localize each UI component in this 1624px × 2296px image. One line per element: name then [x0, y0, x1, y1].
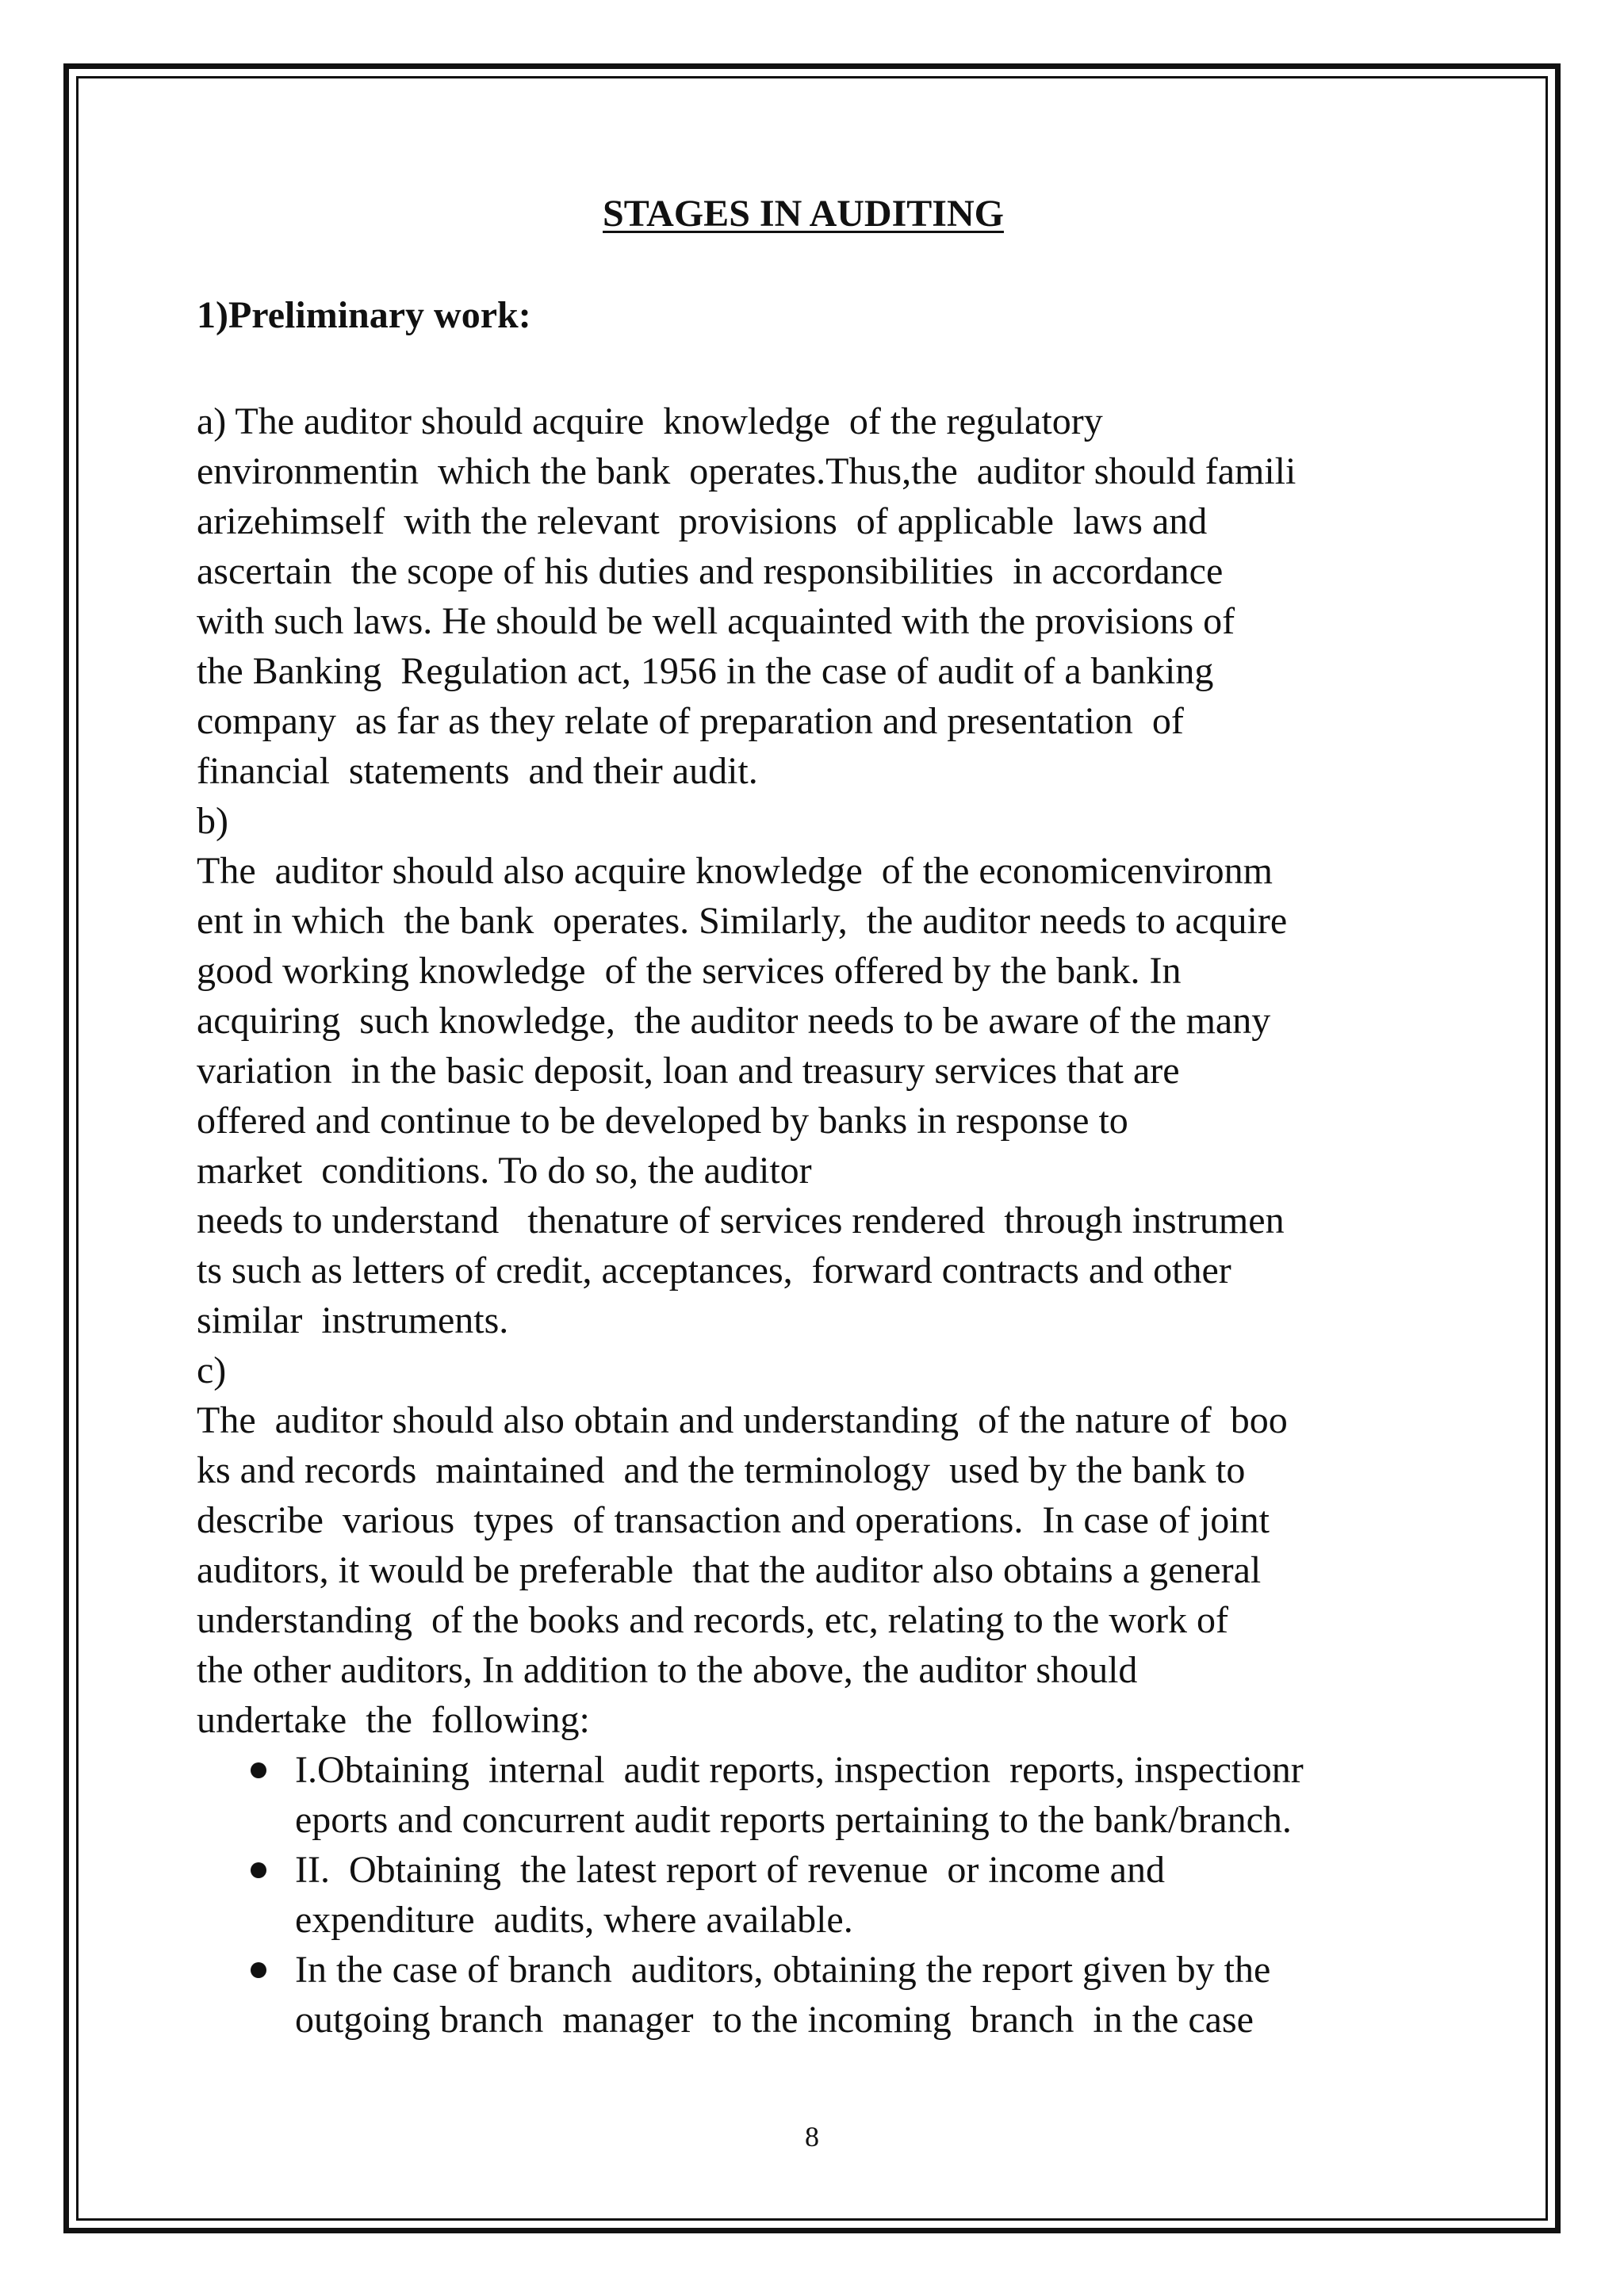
- text-line: offered and continue to be developed by banks in response to: [197, 1100, 1128, 1142]
- text-line: ent in which the bank operates. Similarly, the auditor needs to acquire: [197, 900, 1288, 942]
- text-line: variation in the basic deposit, loan and treasury services that are: [197, 1050, 1180, 1092]
- text-line: the Banking Regulation act, 1956 in the case of audit of a banking: [197, 650, 1214, 692]
- text-line: environmentin which the bank operates.Thus,the auditor should famili: [197, 450, 1297, 492]
- text-line: auditors, it would be preferable that the auditor also obtains a general: [197, 1549, 1262, 1591]
- text-line: market conditions. To do so, the auditor: [197, 1150, 812, 1192]
- paragraph-a: [197, 396, 1465, 796]
- text-line: a) The auditor should acquire knowledge of the regulatory: [197, 400, 1103, 442]
- bullet-icon: [251, 1962, 266, 1978]
- text-line: In the case of branch auditors, obtaining the report given by the: [295, 1949, 1271, 1991]
- bullet-list: [197, 1745, 1465, 2045]
- list-item: [197, 1745, 1465, 1845]
- text-line: I.Obtaining internal audit reports, inspection reports, inspectionr: [295, 1749, 1304, 1791]
- text-line: similar instruments.: [197, 1299, 509, 1341]
- list-item: [197, 1845, 1465, 1945]
- paragraph-label-b: b): [197, 800, 228, 842]
- text-line: ks and records maintained and the terminology used by the bank to: [197, 1449, 1246, 1491]
- text-line: the other auditors, In addition to the above, the auditor should: [197, 1649, 1138, 1691]
- paragraph-label-c: c): [197, 1349, 227, 1391]
- text-line: financial statements and their audit.: [197, 750, 758, 792]
- text-line: undertake the following:: [197, 1699, 590, 1741]
- text-line: with such laws. He should be well acquainted with the provisions of: [197, 600, 1235, 642]
- text-line: outgoing branch manager to the incoming branch in the case: [295, 1999, 1254, 2041]
- text-line: eports and concurrent audit reports pertaining to the bank/branch.: [295, 1799, 1292, 1841]
- text-line: ts such as letters of credit, acceptances, forward contracts and other: [197, 1249, 1231, 1292]
- text-line: ascertain the scope of his duties and responsibilities in accordance: [197, 550, 1224, 592]
- paragraph-b: [197, 846, 1465, 1345]
- paragraph-c: [197, 1395, 1465, 1745]
- text-line: II. Obtaining the latest report of revenue or income and: [295, 1849, 1165, 1891]
- text-line: arizehimself with the relevant provisions of applicable laws and: [197, 500, 1208, 542]
- text-line: The auditor should also acquire knowledge of the economicenvironm: [197, 850, 1273, 892]
- text-line: acquiring such knowledge, the auditor needs to be aware of the many: [197, 1000, 1271, 1042]
- text-line: company as far as they relate of preparation and presentation of: [197, 700, 1184, 742]
- bullet-icon: [251, 1862, 266, 1878]
- body-text: [197, 396, 1465, 2045]
- list-item: [197, 1945, 1465, 2045]
- text-line: understanding of the books and records, etc, relating to the work of: [197, 1599, 1228, 1641]
- section-heading: 1)Preliminary work:: [197, 294, 531, 336]
- text-line: describe various types of transaction and operations. In case of joint: [197, 1499, 1270, 1541]
- text-line: good working knowledge of the services offered by the bank. In: [197, 950, 1182, 992]
- bullet-icon: [251, 1762, 266, 1778]
- text-line: The auditor should also obtain and understanding of the nature of boo: [197, 1399, 1288, 1441]
- page-title: STAGES IN AUDITING: [603, 193, 1004, 235]
- text-line: expenditure audits, where available.: [295, 1899, 853, 1941]
- page-number: 8: [805, 2121, 819, 2152]
- text-line: needs to understand thenature of services rendered through instrumen: [197, 1200, 1285, 1242]
